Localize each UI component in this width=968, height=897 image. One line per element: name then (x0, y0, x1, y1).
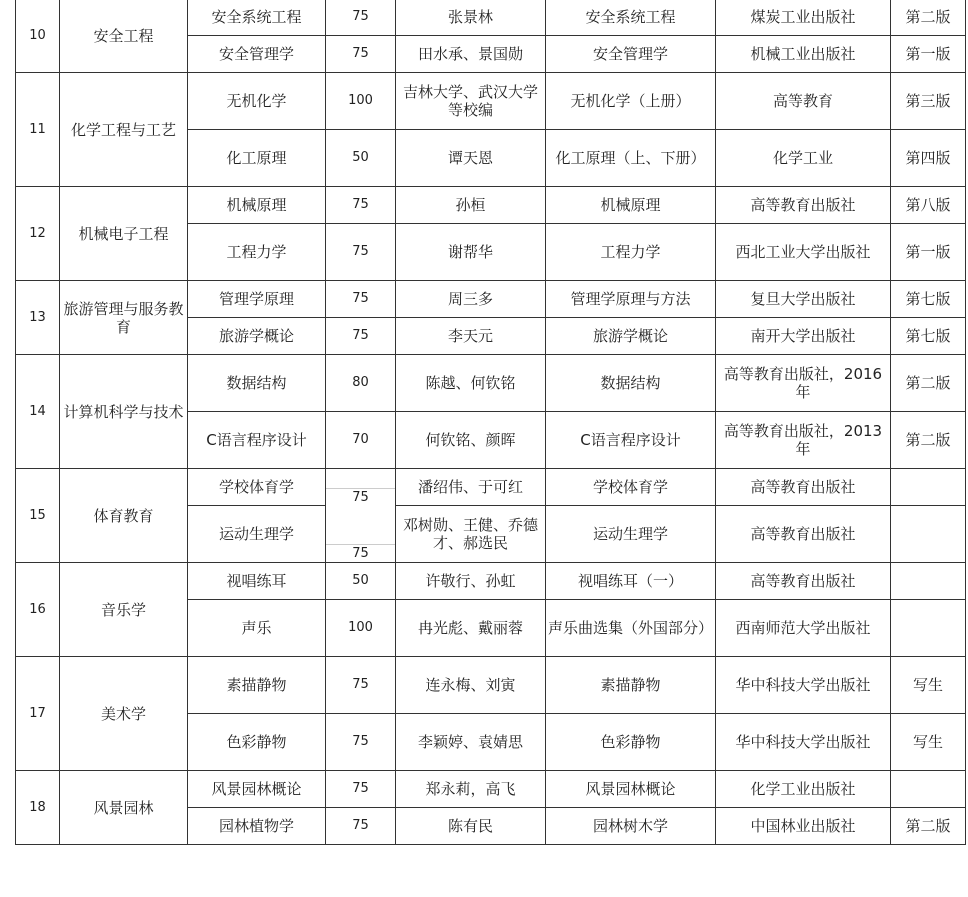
textbook-cell: 数据结构 (546, 355, 716, 412)
edition-cell (891, 469, 966, 506)
major-cell: 计算机科学与技术 (60, 355, 188, 469)
author-cell: 周三多 (396, 281, 546, 318)
edition-cell: 第二版 (891, 808, 966, 845)
author-cell: 许敬行、孙虹 (396, 563, 546, 600)
textbook-cell: 学校体育学 (546, 469, 716, 506)
course-cell: 园林植物学 (188, 808, 326, 845)
publisher-cell: 高等教育出版社，2013年 (716, 412, 891, 469)
author-cell: 潘绍伟、于可红 (396, 469, 546, 506)
score-cell: 75 (326, 0, 396, 36)
publisher-cell: 高等教育出版社 (716, 506, 891, 563)
course-cell: 安全系统工程 (188, 0, 326, 36)
row-number-cell: 11 (16, 73, 60, 187)
publisher-cell: 西北工业大学出版社 (716, 224, 891, 281)
textbook-cell: 安全系统工程 (546, 0, 716, 36)
publisher-cell: 高等教育 (716, 73, 891, 130)
course-cell: 风景园林概论 (188, 771, 326, 808)
row-number-cell: 12 (16, 187, 60, 281)
score-cell: 70 (326, 412, 396, 469)
score-cell: 50 (326, 563, 396, 600)
course-cell: 素描静物 (188, 657, 326, 714)
edition-cell: 第二版 (891, 0, 966, 36)
course-cell: 视唱练耳 (188, 563, 326, 600)
edition-cell (891, 600, 966, 657)
score-cell: 80 (326, 355, 396, 412)
course-cell: 旅游学概论 (188, 318, 326, 355)
author-cell: 谢帮华 (396, 224, 546, 281)
publisher-cell: 西南师范大学出版社 (716, 600, 891, 657)
textbook-cell: 管理学原理与方法 (546, 281, 716, 318)
score-cell: 75 (326, 36, 396, 73)
author-cell: 李颖婷、袁婧思 (396, 714, 546, 771)
publisher-cell: 高等教育出版社 (716, 563, 891, 600)
textbook-cell: 机械原理 (546, 187, 716, 224)
score-cell: 75 (326, 224, 396, 281)
table-row (16, 0, 966, 36)
edition-cell: 第八版 (891, 187, 966, 224)
edition-cell: 第一版 (891, 36, 966, 73)
edition-cell: 第一版 (891, 224, 966, 281)
major-cell: 体育教育 (60, 469, 188, 563)
edition-cell: 第四版 (891, 130, 966, 187)
publisher-cell: 华中科技大学出版社 (716, 714, 891, 771)
textbook-cell: 风景园林概论 (546, 771, 716, 808)
author-cell: 张景林 (396, 0, 546, 36)
course-cell: 数据结构 (188, 355, 326, 412)
course-cell: 机械原理 (188, 187, 326, 224)
edition-cell: 第七版 (891, 281, 966, 318)
score-cell: 75 (326, 657, 396, 714)
textbook-cell: 声乐曲选集（外国部分） (546, 600, 716, 657)
textbook-cell: 化工原理（上、下册） (546, 130, 716, 187)
textbook-cell: 园林树木学 (546, 808, 716, 845)
course-cell: 色彩静物 (188, 714, 326, 771)
score-cell: 100 (326, 73, 396, 130)
row-number-cell: 13 (16, 281, 60, 355)
row-number-cell: 10 (16, 0, 60, 73)
edition-cell (891, 771, 966, 808)
author-cell: 孙桓 (396, 187, 546, 224)
author-cell: 谭天恩 (396, 130, 546, 187)
major-cell: 机械电子工程 (60, 187, 188, 281)
publisher-cell: 复旦大学出版社 (716, 281, 891, 318)
course-cell: 声乐 (188, 600, 326, 657)
score-cell (326, 469, 396, 563)
textbook-cell: 色彩静物 (546, 714, 716, 771)
course-cell: C语言程序设计 (188, 412, 326, 469)
course-cell: 学校体育学 (188, 469, 326, 506)
author-cell: 何钦铭、颜晖 (396, 412, 546, 469)
row-number-cell: 15 (16, 469, 60, 563)
score-cell: 100 (326, 600, 396, 657)
publisher-cell: 化学工业出版社 (716, 771, 891, 808)
edition-cell (891, 506, 966, 563)
major-cell: 美术学 (60, 657, 188, 771)
major-cell: 旅游管理与服务教育 (60, 281, 188, 355)
author-cell: 田水承、景国勋 (396, 36, 546, 73)
table-row (16, 187, 966, 224)
score-cell: 75 (326, 281, 396, 318)
author-cell: 郑永莉，高飞 (396, 771, 546, 808)
course-cell: 无机化学 (188, 73, 326, 130)
row-number-cell: 17 (16, 657, 60, 771)
course-cell: 工程力学 (188, 224, 326, 281)
course-cell: 安全管理学 (188, 36, 326, 73)
major-cell: 化学工程与工艺 (60, 73, 188, 187)
author-cell: 李天元 (396, 318, 546, 355)
publisher-cell: 高等教育出版社 (716, 187, 891, 224)
course-cell: 化工原理 (188, 130, 326, 187)
publisher-cell: 中国林业出版社 (716, 808, 891, 845)
edition-cell: 第七版 (891, 318, 966, 355)
table-row (16, 771, 966, 808)
score-value: 75 (326, 488, 395, 505)
score-cell: 75 (326, 808, 396, 845)
publisher-cell: 华中科技大学出版社 (716, 657, 891, 714)
textbook-cell: C语言程序设计 (546, 412, 716, 469)
edition-cell: 第二版 (891, 355, 966, 412)
table-row (16, 281, 966, 318)
publisher-cell: 机械工业出版社 (716, 36, 891, 73)
table-row (16, 73, 966, 130)
major-cell: 音乐学 (60, 563, 188, 657)
score-cell: 75 (326, 187, 396, 224)
edition-cell: 第二版 (891, 412, 966, 469)
edition-cell: 写生 (891, 657, 966, 714)
row-number-cell: 16 (16, 563, 60, 657)
score-cell: 50 (326, 130, 396, 187)
course-cell: 管理学原理 (188, 281, 326, 318)
table-row (16, 355, 966, 412)
author-cell: 陈越、何钦铭 (396, 355, 546, 412)
row-number-cell: 14 (16, 355, 60, 469)
table-row (16, 469, 966, 506)
textbook-cell: 视唱练耳（一） (546, 563, 716, 600)
course-cell: 运动生理学 (188, 506, 326, 563)
edition-cell: 第三版 (891, 73, 966, 130)
author-cell: 连永梅、刘寅 (396, 657, 546, 714)
score-cell: 75 (326, 318, 396, 355)
edition-cell: 写生 (891, 714, 966, 771)
publisher-cell: 化学工业 (716, 130, 891, 187)
textbook-table (15, 0, 966, 845)
edition-cell (891, 563, 966, 600)
textbook-cell: 素描静物 (546, 657, 716, 714)
author-cell: 邓树勋、王健、乔德才、郝选民 (396, 506, 546, 563)
textbook-cell: 无机化学（上册） (546, 73, 716, 130)
publisher-cell: 高等教育出版社 (716, 469, 891, 506)
textbook-cell: 工程力学 (546, 224, 716, 281)
publisher-cell: 南开大学出版社 (716, 318, 891, 355)
textbook-cell: 安全管理学 (546, 36, 716, 73)
score-cell: 75 (326, 714, 396, 771)
table-row (16, 563, 966, 600)
row-number-cell: 18 (16, 771, 60, 845)
textbook-cell: 旅游学概论 (546, 318, 716, 355)
publisher-cell: 煤炭工业出版社 (716, 0, 891, 36)
score-cell: 75 (326, 771, 396, 808)
table-row (16, 657, 966, 714)
author-cell: 冉光彪、戴丽蓉 (396, 600, 546, 657)
score-value: 75 (326, 544, 395, 561)
publisher-cell: 高等教育出版社，2016年 (716, 355, 891, 412)
major-cell: 安全工程 (60, 0, 188, 73)
textbook-cell: 运动生理学 (546, 506, 716, 563)
author-cell: 陈有民 (396, 808, 546, 845)
major-cell: 风景园林 (60, 771, 188, 845)
author-cell: 吉林大学、武汉大学等校编 (396, 73, 546, 130)
